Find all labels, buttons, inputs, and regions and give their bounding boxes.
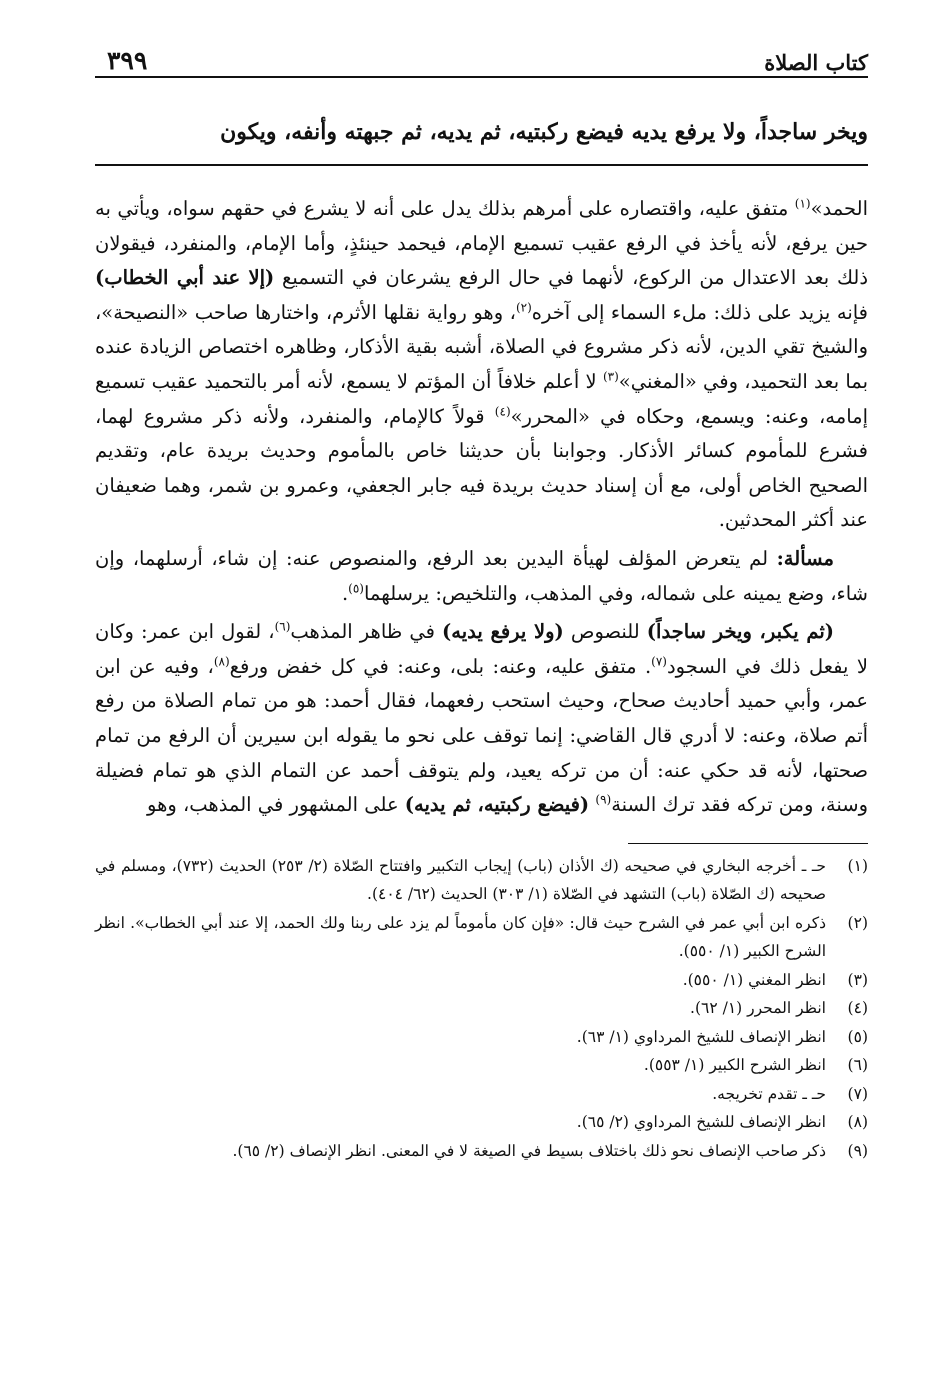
footnote-text: انظر المحرر (١/ ٦٢). [690, 999, 826, 1018]
footnote [95, 966, 868, 995]
text-run: قولاً كالإمام، والمنفرد، ولأنه ذكر مشروع لهما، فشرع للمأموم كسائر الأذكار. وجوابنا بأن حديثنا خاص بالمأموم وحديث بريدة عام، وتقديم الصحيح الخاص أولى، مع أن إسناد حديث بريدة فيه جابر الجعفي، وعمرو بن شمر، وهما ضعيفان عند أكثر المحدثين. [95, 404, 868, 532]
header-rule [95, 76, 868, 78]
footnote-text: ذكره ابن أبي عمر في الشرح حيث قال: «فإن كان مأموماً لم يزد على ربنا ولك الحمد، إلا عند أبي الخطاب». انظر الشرح الكبير (١/ ٥٥٠). [95, 913, 826, 961]
book-page [95, 40, 868, 1165]
text-run: على المشهور في المذهب، وهو [147, 793, 405, 817]
running-header [95, 40, 868, 88]
commentary-paragraph [95, 542, 868, 611]
footnote-marker: (١) [794, 196, 811, 211]
text-run: . [341, 581, 349, 605]
text-run: متفق عليه، واقتصاره على أمرهم بذلك يدل على أنه لا يشرع في حقهم سواه، ويأتي به حين يرفع، لأنه يأخذ في الرفع عقيب تسميع الإمام، فيحمد حينئذٍ، وأما الإمام، والمنفرد، فيقولان ذلك بعد الاعتدال من الركوع، لأنهما في حال الرفع يشرعان في التسميع [95, 197, 869, 290]
footnote-number: (٢) [847, 913, 868, 932]
footnote-marker: (٧) [651, 654, 667, 669]
quoted-matn: (ولا يرفع يديه) [442, 620, 564, 644]
matn-separator [95, 164, 868, 166]
footnote-number: (٧) [847, 1084, 868, 1103]
footnote-marker: (٦) [274, 619, 291, 634]
footnote [95, 1080, 868, 1109]
footnote-text: انظر الشرح الكبير (١/ ٥٥٣). [643, 1056, 826, 1075]
footnote-marker: (٨) [213, 654, 230, 669]
footnote-number: (٤) [847, 999, 868, 1018]
footnote-number: (٦) [847, 1056, 868, 1075]
footnote-number: (٨) [847, 1113, 868, 1132]
text-run: للنصوص [563, 620, 647, 644]
footnote-marker: (٩) [595, 792, 612, 807]
footnote-number: (٩) [847, 1141, 868, 1160]
footnote [95, 852, 868, 909]
footnote-number: (٥) [847, 1027, 868, 1046]
matn-text: ويخر ساجداً، ولا يرفع يديه فيضع ركبتيه، ثم يديه، ثم جبهته وأنفه، ويكون [220, 119, 868, 145]
quoted-matn: (فيضع ركبتيه، ثم يديه) [404, 793, 590, 817]
text-run: لم يتعرض المؤلف لهيأة اليدين بعد الرفع، والمنصوص عنه: إن شاء، أرسلهما، وإن شاء، وضع يمينه على شماله، وفي المذهب، والتلخيص: يرسلهما [95, 546, 868, 605]
book-title: كتاب الصلاة [764, 50, 868, 75]
commentary-paragraph [95, 192, 868, 538]
text-run: الحمد» [810, 197, 868, 220]
footnote-number: (٣) [847, 970, 868, 989]
text-run: ، وفيه عن ابن عمر، وأبي حميد أحاديث صحاح، وحيث استحب رفعهما، فقال أحمد: هو من تمام الصلاة من رفع أتم صلاة، وعنه: لا أدري قال القاضي: إنما توقف على نحو ما يقوله ابن سيرين أن الرفع من تمام صحتها، لأنه قد حكي عنه: أن من تركه يعيد، ولم يتوقف أحمد عن التمام الذي هو تمام فضيلة وسنة، ومن تركه فقد ترك السنة [95, 654, 868, 817]
footnote [95, 1023, 868, 1052]
text-run: ، لقول ابن عمر: وكان لا يفعل ذلك في السجود [95, 620, 868, 678]
footnote-number: (١) [847, 856, 868, 875]
footnote-marker: (٢) [515, 300, 532, 315]
footnote-marker: (٥) [348, 581, 364, 596]
commentary-paragraph [95, 615, 868, 823]
commentary [95, 192, 868, 823]
quoted-matn: (ثم يكبر، ويخر ساجداً) [646, 620, 834, 644]
footnote-text: انظر الإنصاف للشيخ المرداوي (١/ ٦٣). [576, 1027, 826, 1046]
footnote-text: ذكر صاحب الإنصاف نحو ذلك باختلاف بسيط في الصيغة لا في المعنى. انظر الإنصاف (٢/ ٦٥). [232, 1141, 826, 1160]
quoted-matn: (إلا عند أبي الخطاب) [95, 266, 275, 290]
footnote-text: حـ ـ تقدم تخريجه. [712, 1084, 826, 1103]
quoted-matn: مسألة: [776, 546, 834, 570]
page-number: ٣٩٩ [103, 46, 151, 75]
footnote [95, 994, 868, 1023]
footnote [95, 1108, 868, 1137]
footnote-marker: (٤) [494, 404, 511, 419]
footnote-text: انظر المغني (١/ ٥٥٠). [682, 970, 826, 989]
footnote-text: انظر الإنصاف للشيخ المرداوي (٢/ ٦٥). [576, 1113, 826, 1132]
footnote-text: حـ ـ أخرجه البخاري في صحيحه (ك الأذان (باب) إيجاب التكبير وافتتاح الصّلاة (٢/ ٢٥٣) الحديث (٧٣٢)، ومسلم في صحيحه (ك الصّلاة (باب) التشهد في الصّلاة (١/ ٣٠٣) الحديث (٦٢/ ٤٠٤). [95, 856, 827, 904]
text-run: ، وهو رواية نقلها الأثرم، واختارها صاحب «النصيحة»، والشيخ تقي الدين، لأنه ذكر مشروع في الصلاة، أشبه بقية الأذكار، وظاهره اختصاص الزيادة عنده بما بعد التحميد، وفي «المغني» [95, 300, 869, 393]
footnote-separator [628, 843, 868, 844]
footnote [95, 909, 868, 966]
text-run: . متفق عليه، وعنه: بلى، وعنه: في كل خفض ورفع [229, 654, 652, 678]
footnote [95, 1051, 868, 1080]
text-run: في ظاهر المذهب [290, 620, 443, 644]
footnote [95, 1137, 868, 1166]
footnotes [95, 852, 868, 1166]
footnote-marker: (٣) [602, 369, 619, 384]
text-run: لا أعلم خلافاً أن المؤتم لا يسمع، لأنه أمر بالتحميد عقيب تسميع إمامه، وعنه: ويسمع، وحكاه في «المحرر» [95, 369, 868, 428]
text-run: فإنه يزيد على ذلك: ملء السماء إلى آخره [531, 300, 869, 324]
